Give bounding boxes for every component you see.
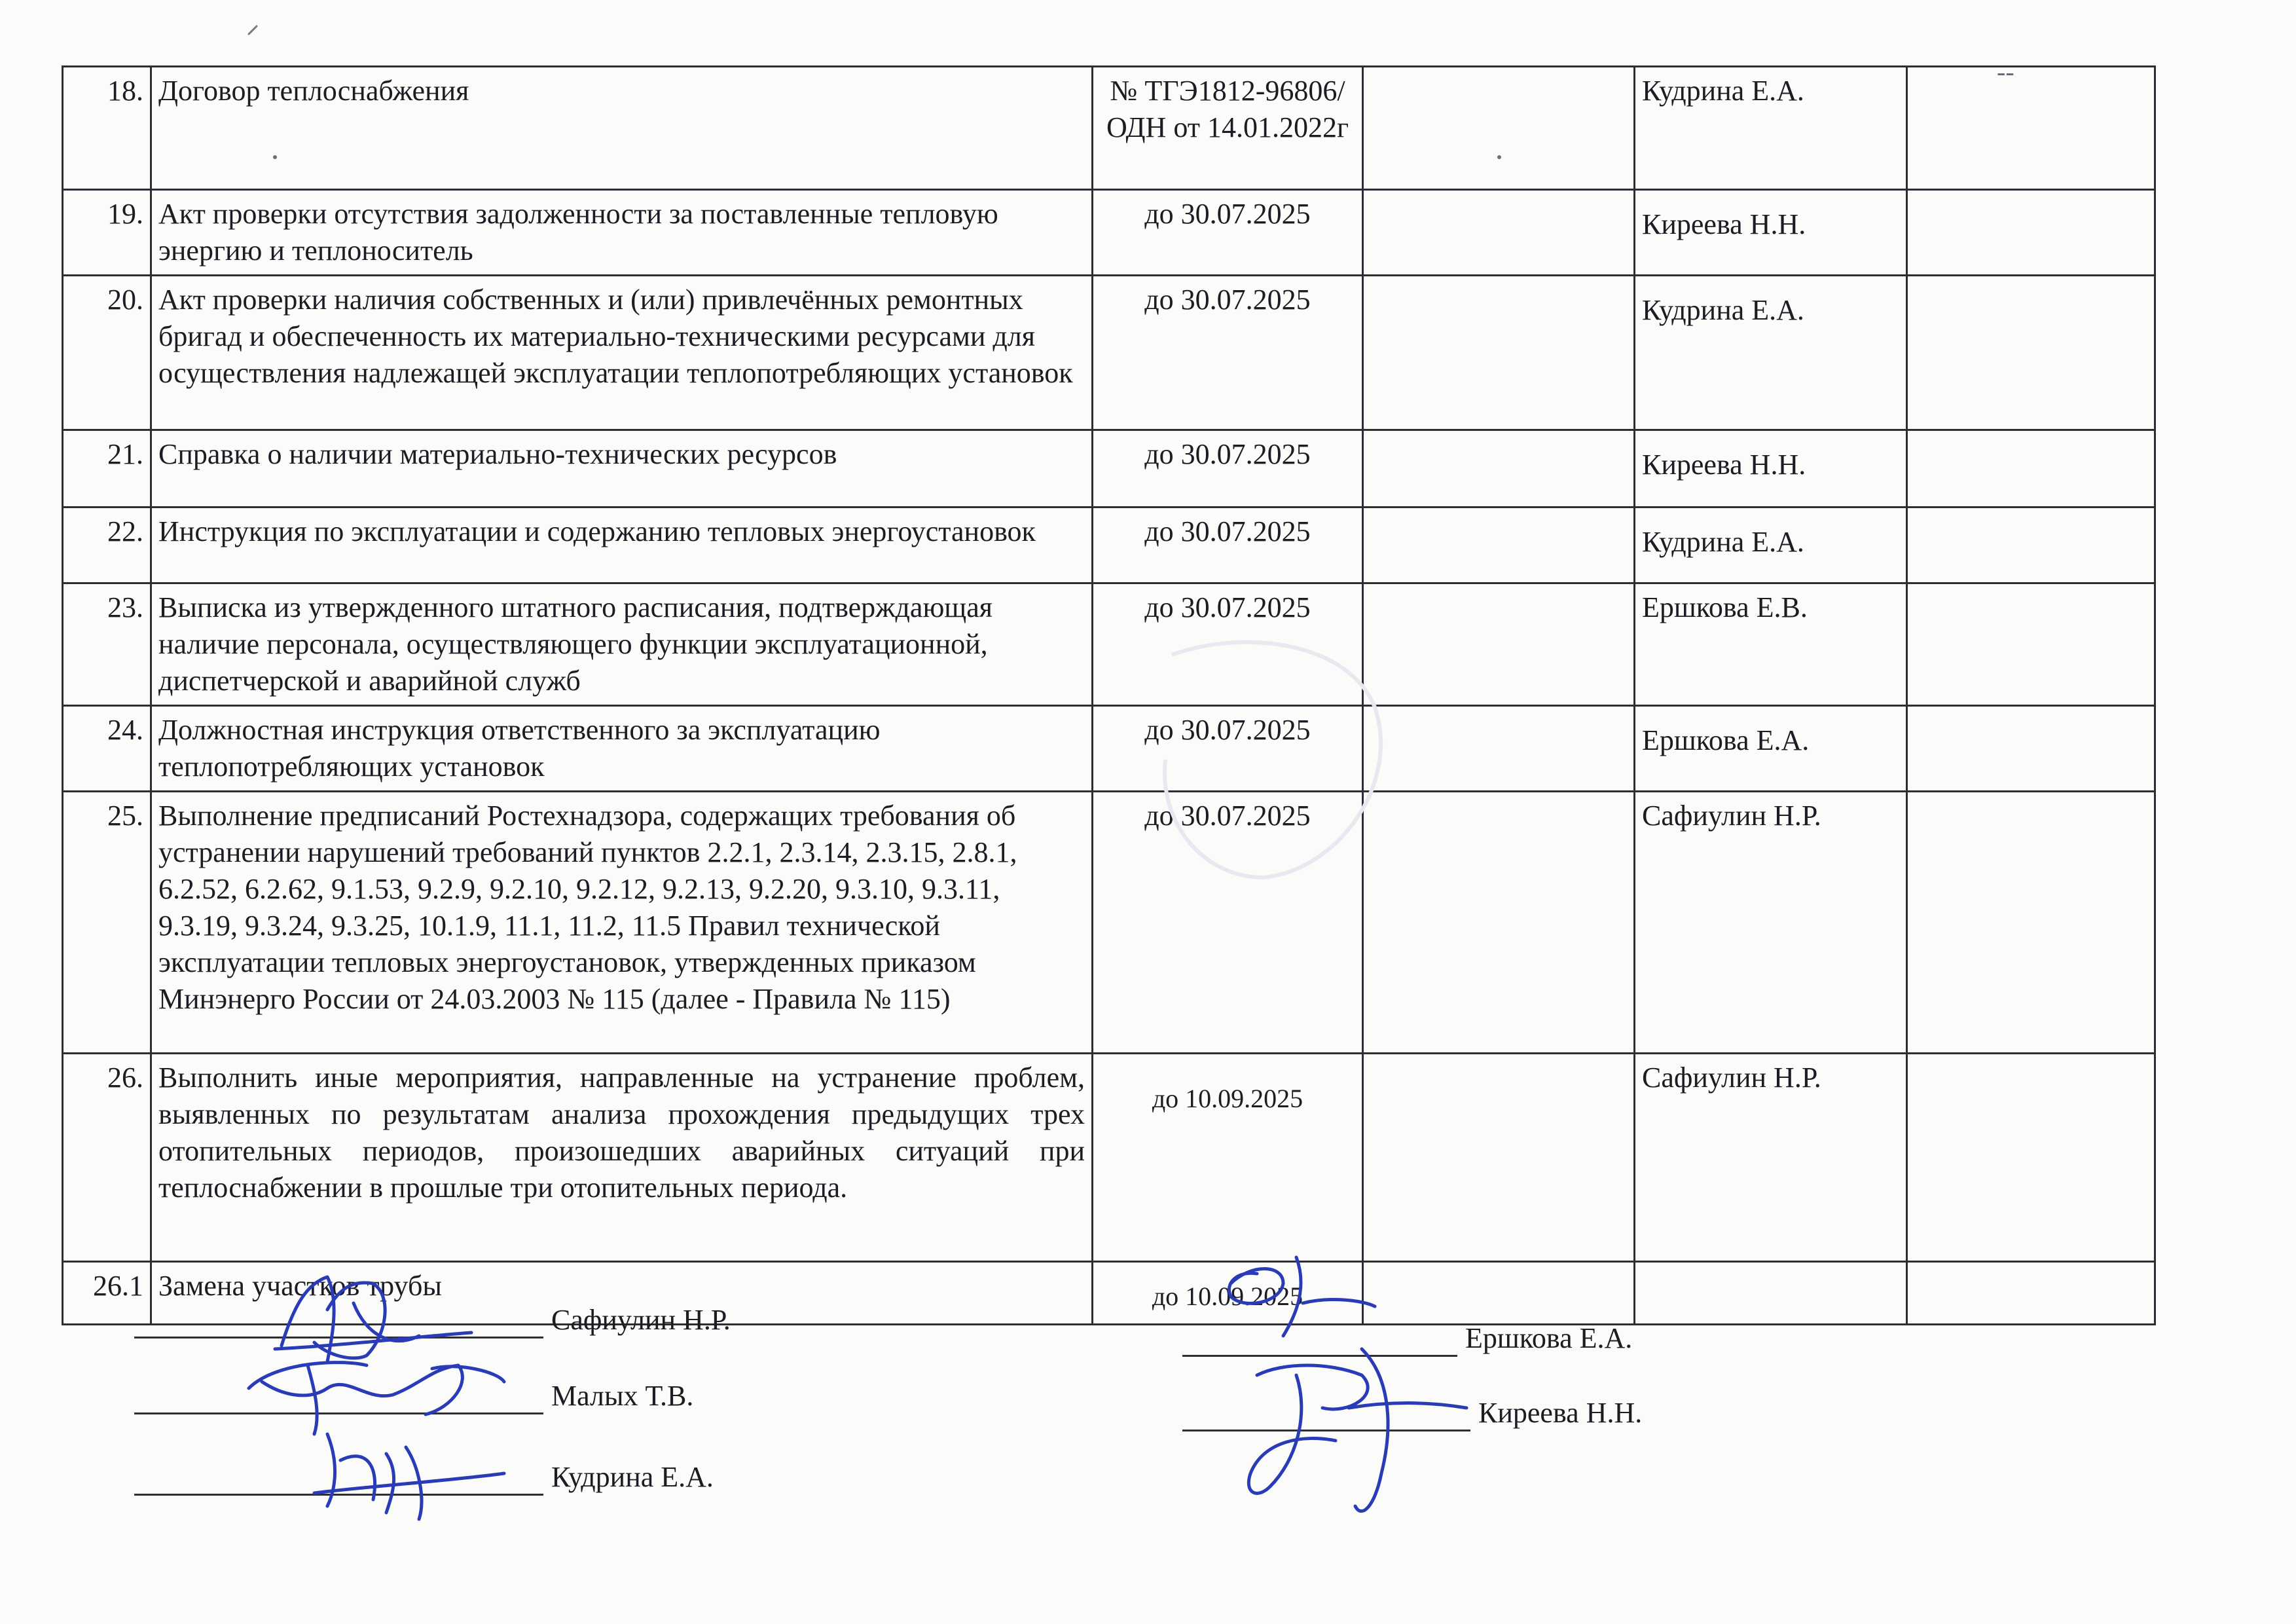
row-name: Акт проверки отсутствия задолженности за поставленные тепловую энергию и теплоноситель: [151, 190, 1093, 276]
row-deadline: до 30.07.2025: [1093, 190, 1363, 276]
row-deadline: до 30.07.2025: [1093, 507, 1363, 583]
row-responsible: Сафиулин Н.Р.: [1635, 792, 1907, 1054]
table-row: [63, 507, 2155, 583]
row-name: Акт проверки наличия собственных и (или) привлечённых ремонтных бригад и обеспеченность их материально-техническими ресурсами для осуществления надлежащей эксплуатации теплопотребляющих установок: [151, 276, 1093, 430]
table-row: [63, 792, 2155, 1054]
row-deadline: до 10.09.2025: [1093, 1262, 1363, 1325]
row-name: Замена участков трубы: [151, 1262, 1093, 1325]
row-executor: [1363, 792, 1635, 1054]
signature-line: [134, 1459, 714, 1496]
row-executor: [1363, 583, 1635, 706]
row-number: 19.: [63, 190, 151, 276]
row-note: [1907, 67, 2155, 190]
row-responsible: Кудрина Е.А.: [1635, 507, 1907, 583]
row-name: Справка о наличии материально-технических ресурсов: [151, 430, 1093, 507]
row-name: Договор теплоснабжения: [151, 67, 1093, 190]
row-name: Должностная инструкция ответственного за эксплуатацию теплопотребляющих установок: [151, 706, 1093, 792]
row-name: Выписка из утвержденного штатного расписания, подтверждающая наличие персонала, осуществляющего функции эксплуатационной, диспетчерской и аварийной служб: [151, 583, 1093, 706]
row-note: [1907, 706, 2155, 792]
row-number: 24.: [63, 706, 151, 792]
row-deadline: № ТГЭ1812-96806/ОДН от 14.01.2022г: [1093, 67, 1363, 190]
row-number: 26.: [63, 1054, 151, 1262]
top-right-mark: --: [1997, 57, 2014, 86]
row-note: [1907, 430, 2155, 507]
signature-line: [1182, 1320, 1632, 1357]
row-deadline: до 30.07.2025: [1093, 276, 1363, 430]
measures-table: [62, 65, 2156, 1325]
table-row: [63, 706, 2155, 792]
row-name: Инструкция по эксплуатации и содержанию тепловых энергоустановок: [151, 507, 1093, 583]
signature-underline: [134, 1308, 543, 1338]
row-number: 23.: [63, 583, 151, 706]
signature-line: [134, 1378, 693, 1414]
row-responsible: Киреева Н.Н.: [1635, 190, 1907, 276]
row-executor: [1363, 67, 1635, 190]
row-responsible: Кудрина Е.А.: [1635, 276, 1907, 430]
row-note: [1907, 190, 2155, 276]
table-row: [63, 583, 2155, 706]
row-note: [1907, 1262, 2155, 1325]
row-name: Выполнение предписаний Ростехнадзора, содержащих требования об устранении нарушений требований пунктов 2.2.1, 2.3.14, 2.3.15, 2.8.1, 6.2.52, 6.2.62, 9.1.53, 9.2.9, 9.2.10, 9.2.12, 9.2.13, 9.2.20, 9.3.10, 9.3.11, 9.3.19, 9.3.24, 9.3.25, 10.1.9, 11.1, 11.2, 11.5 Правил технической эксплуатации тепловых энергоустановок, утвержденных приказом Минэнерго России от 24.03.2003 № 115 (далее - Правила № 115): [151, 792, 1093, 1054]
signer-name: Киреева Н.Н.: [1478, 1397, 1643, 1429]
table-row: [63, 1054, 2155, 1262]
row-executor: [1363, 430, 1635, 507]
row-deadline: до 10.09.2025: [1093, 1054, 1363, 1262]
signer-name: Малых Т.В.: [551, 1380, 694, 1412]
row-number: 20.: [63, 276, 151, 430]
row-deadline: до 30.07.2025: [1093, 706, 1363, 792]
row-executor: [1363, 190, 1635, 276]
row-executor: [1363, 706, 1635, 792]
signature-underline: [1182, 1326, 1457, 1357]
table-row: [63, 190, 2155, 276]
row-number: 25.: [63, 792, 151, 1054]
row-note: [1907, 507, 2155, 583]
row-responsible: Ершкова Е.А.: [1635, 706, 1907, 792]
row-note: [1907, 583, 2155, 706]
signature-underline: [1182, 1401, 1470, 1431]
row-deadline: до 30.07.2025: [1093, 583, 1363, 706]
row-responsible: [1635, 1262, 1907, 1325]
row-deadline: до 30.07.2025: [1093, 430, 1363, 507]
signature-underline: [134, 1384, 543, 1414]
row-note: [1907, 1054, 2155, 1262]
row-executor: [1363, 1054, 1635, 1262]
signature-underline: [134, 1465, 543, 1496]
scan-mark: [249, 26, 257, 34]
signer-name: Сафиулин Н.Р.: [551, 1304, 731, 1336]
row-responsible: Ершкова Е.В.: [1635, 583, 1907, 706]
signer-name: Кудрина Е.А.: [551, 1461, 714, 1493]
signature-line: [134, 1302, 731, 1338]
row-responsible: Киреева Н.Н.: [1635, 430, 1907, 507]
row-number: 18.: [63, 67, 151, 190]
row-number: 21.: [63, 430, 151, 507]
row-deadline: до 30.07.2025: [1093, 792, 1363, 1054]
signer-name: Ершкова Е.А.: [1465, 1322, 1633, 1354]
row-note: [1907, 792, 2155, 1054]
row-responsible: Сафиулин Н.Р.: [1635, 1054, 1907, 1262]
table-row: [63, 276, 2155, 430]
table-row: [63, 430, 2155, 507]
row-number: 26.1: [63, 1262, 151, 1325]
row-executor: [1363, 276, 1635, 430]
row-number: 22.: [63, 507, 151, 583]
row-name: Выполнить иные мероприятия, направленные на устранение проблем, выявленных по результатам анализа прохождения предыдущих трех отопительных периодов, произошедших аварийных ситуаций при теплоснабжении в прошлые три отопительных периода.: [151, 1054, 1093, 1262]
signature-line: [1182, 1395, 1642, 1431]
table-row: [63, 67, 2155, 190]
row-executor: [1363, 507, 1635, 583]
row-note: [1907, 276, 2155, 430]
row-executor: [1363, 1262, 1635, 1325]
row-responsible: Кудрина Е.А.: [1635, 67, 1907, 190]
